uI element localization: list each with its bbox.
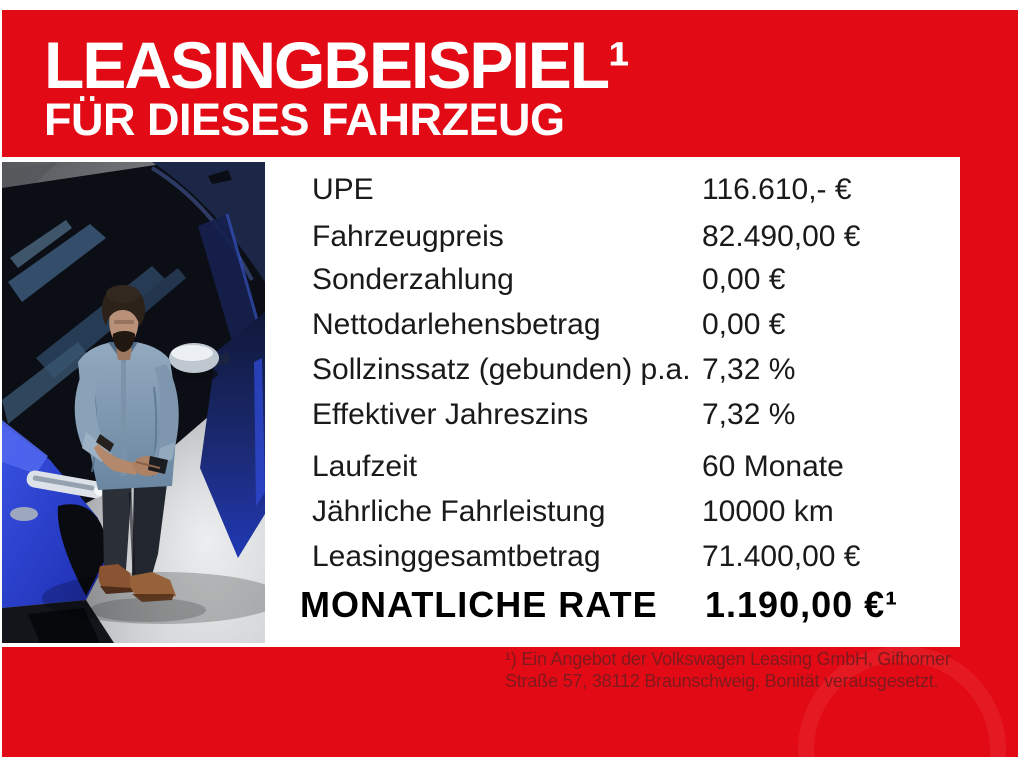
row-label: Sonderzahlung bbox=[312, 263, 514, 296]
row-label: Jährliche Fahrleistung bbox=[312, 495, 606, 528]
pricing-row bbox=[312, 539, 952, 575]
subheadline: FÜR DIESES FAHRZEUG bbox=[44, 94, 565, 145]
monthly-rate-row bbox=[300, 585, 960, 625]
footnote-line-1: ¹) Ein Angebot der Volkswagen Leasing GmbH, Gifhorner bbox=[505, 649, 951, 669]
row-value: 0,00 € bbox=[702, 263, 786, 296]
vehicle-photo bbox=[2, 162, 265, 643]
row-value: 10000 km bbox=[702, 495, 834, 528]
row-value: 71.400,00 € bbox=[702, 540, 861, 573]
footnote bbox=[505, 648, 955, 692]
row-value: 60 Monate bbox=[702, 450, 844, 483]
pricing-row bbox=[312, 172, 952, 208]
pricing-row bbox=[312, 494, 952, 530]
pricing-row bbox=[312, 219, 952, 255]
row-label: Laufzeit bbox=[312, 450, 418, 483]
pricing-row bbox=[312, 449, 952, 485]
row-label: UPE bbox=[312, 173, 374, 206]
pricing-row bbox=[312, 352, 952, 388]
row-value: 7,32 % bbox=[702, 398, 796, 431]
row-value: 7,32 % bbox=[702, 353, 796, 386]
pricing-row bbox=[312, 307, 952, 343]
row-value: 0,00 € bbox=[702, 308, 786, 341]
row-label: Nettodarlehensbetrag bbox=[312, 308, 601, 341]
row-value: 116.610,- € bbox=[702, 173, 852, 206]
monthly-rate-label: MONATLICHE RATE bbox=[300, 584, 658, 625]
content-band bbox=[2, 157, 960, 647]
footnote-line-2: Straße 57, 38112 Braunschweig. Bonität verausgesetzt. bbox=[505, 671, 939, 691]
pricing-panel bbox=[265, 157, 960, 647]
headline: LEASINGBEISPIEL¹ bbox=[44, 28, 629, 102]
monthly-rate-value: 1.190,00 €¹ bbox=[705, 584, 899, 625]
row-label: Effektiver Jahreszins bbox=[312, 398, 589, 431]
pricing-row bbox=[312, 397, 952, 433]
pricing-row bbox=[312, 262, 952, 298]
row-label: Sollzinssatz (gebunden) p.a. bbox=[312, 353, 691, 386]
row-label: Fahrzeugpreis bbox=[312, 220, 504, 253]
row-label: Leasinggesamtbetrag bbox=[312, 540, 601, 573]
row-value: 82.490,00 € bbox=[702, 220, 861, 253]
